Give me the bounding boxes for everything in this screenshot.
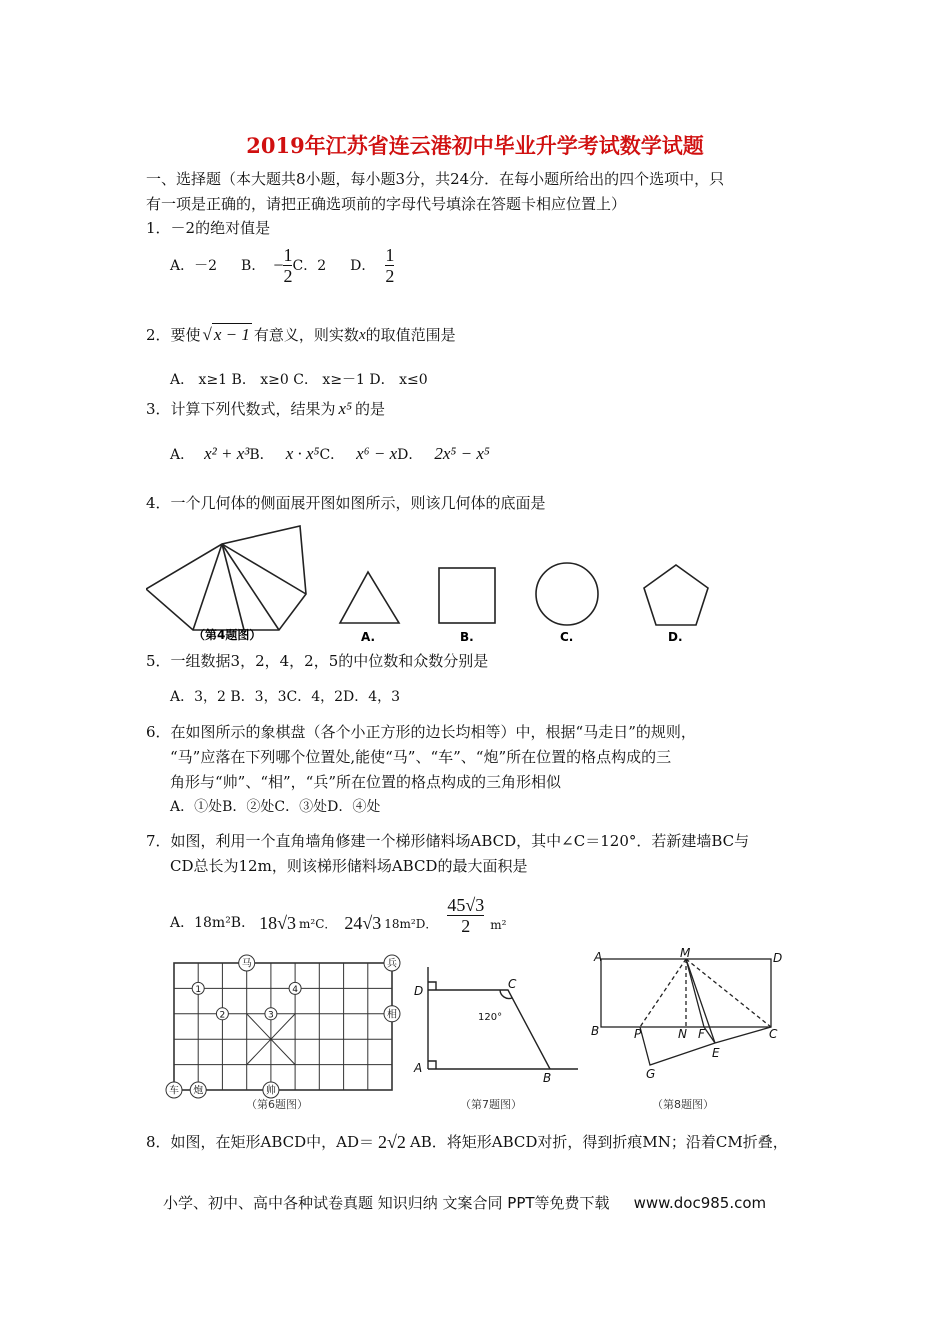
q4-square (439, 568, 495, 623)
q8-figure (591, 946, 782, 1110)
footer-text: 小学、初中、高中各种试卷真题 知识归纳 文案合同 PPT等免费下载 (163, 1194, 610, 1212)
q8-caption: （第8题图） (652, 1098, 714, 1110)
q7-option-b-unit: m²C． (299, 917, 337, 931)
q1-option-b-sign: − (273, 254, 284, 275)
q1-option-a: A．－2 (170, 258, 218, 274)
q6-line3: 角形与“帅”、“相”，“兵”所在位置的格点构成的三角形相似 (170, 773, 562, 791)
q4-figure (146, 520, 726, 645)
q3-option-c-label: C． (319, 447, 345, 463)
q8-stem-pre: 8．如图，在矩形ABCD中，AD＝ (146, 1133, 375, 1151)
q1-option-b-label: B． (241, 258, 266, 274)
q2-stem-post: 有意义，则实数 (253, 325, 359, 344)
q4-net (146, 526, 306, 630)
q7-d-numerator: 45√3 (447, 895, 485, 915)
q2-stem-pre: 2．要使 (146, 325, 201, 344)
q8-label-n: N (678, 1027, 687, 1041)
q7-option-a: A．18m²B． (170, 915, 256, 931)
q1-options (170, 240, 394, 290)
q3-option-d-expr: 2x⁵ − x⁵ (434, 444, 490, 463)
q1-option-d-label: D． (350, 258, 376, 274)
q8-label-p: P (634, 1027, 642, 1041)
q7-option-b-expr: 18√3 (259, 913, 296, 933)
q7-label-d: D (414, 984, 424, 998)
q4-stem: 4．一个几何体的侧面展开图如图所示，则该几何体的底面是 (146, 494, 546, 512)
q2-options: A． x≥1 B． x≥0 C． x≥－1 D． x≤0 (170, 372, 428, 388)
q7-line2: CD总长为12m，则该梯形储料场ABCD的最大面积是 (170, 857, 528, 875)
q3-option-a-expr: x² + x³ (204, 444, 250, 463)
q3-option-b-expr: x · x⁵ (285, 444, 320, 463)
q6-ma-label: 马 (241, 958, 252, 970)
q8-label-g: G (646, 1067, 656, 1081)
q3-stem-pre: 3．计算下列代数式，结果为 (146, 400, 336, 418)
q7-line1: 7．如图，利用一个直角墙角修建一个梯形储料场ABCD，其中∠C＝120°．若新建墙BC与 (146, 832, 750, 850)
q6-xiang-label: 相 (387, 1009, 397, 1021)
q5-stem: 5．一组数据3，2，4，2，5的中位数和众数分别是 (146, 652, 489, 670)
page-title: 2019年江苏省连云港初中毕业升学考试数学试题 (246, 133, 704, 158)
q8-label-c: C (769, 1027, 778, 1041)
q6-marker-3-label: 3 (268, 1010, 274, 1021)
q1-d-numerator: 1 (385, 244, 395, 265)
q3-option-a-label: A． (170, 447, 195, 463)
q8-stem (146, 1131, 788, 1153)
q8-label-d: D (773, 951, 783, 965)
q6-chessboard (166, 955, 400, 1110)
q8-label-m: M (680, 946, 691, 960)
q1-d-denominator: 2 (385, 265, 395, 286)
q6-pao-label: 炮 (193, 1085, 204, 1097)
q2-radicand: x − 1 (213, 325, 250, 344)
q7-figure (413, 967, 578, 1110)
q6-marker-2-label: 2 (219, 1010, 226, 1021)
q7-option-d-unit: m² (490, 918, 507, 932)
q8-expr: 2√2 (378, 1132, 406, 1152)
q6-bing-label: 兵 (387, 958, 397, 970)
q3-option-b-label: B． (249, 447, 274, 463)
q8-label-a: A (594, 950, 603, 964)
q6-che-label: 车 (169, 1085, 179, 1097)
q4-label-b: B. (460, 630, 474, 644)
q1-option-b-fraction (283, 245, 292, 286)
q2-variable: x (358, 326, 366, 343)
q6-marker-4-label: 4 (292, 985, 298, 995)
q1-option-d-fraction (385, 245, 394, 286)
q3-stem-post: 的是 (355, 400, 386, 418)
q6-line2: “马”应落在下列哪个位置处,能使“马”、“车”、“炮”所在位置的格点构成的三 (170, 748, 672, 766)
section-heading-line1: 一、选择题（本大题共8小题，每小题3分，共24分．在每小题所给出的四个选项中，只 (146, 170, 725, 188)
q2-stem-end: 的取值范围是 (365, 325, 456, 344)
q7-option-d-fraction (447, 895, 484, 936)
q5-options: A．3，2 B．3，3C．4，2D．4，3 (170, 689, 401, 705)
q1-option-c: C．2 (292, 258, 327, 274)
q2-stem (146, 323, 456, 346)
q7-angle-label: 120° (478, 1012, 503, 1023)
q7-label-a: A (414, 1061, 423, 1075)
q2-radical: √ x − 1 (202, 325, 250, 344)
q6-options: A．①处B．②处C．③处D．④处 (170, 799, 381, 815)
q8-label-b: B (591, 1024, 600, 1038)
q6-marker-1-label: 1 (195, 985, 202, 995)
q7-label-b: B (543, 1071, 552, 1085)
q1-b-denominator: 2 (283, 265, 293, 286)
q4-label-a: A. (361, 630, 376, 644)
q8-label-e: E (712, 1046, 720, 1060)
q3-stem (146, 398, 385, 420)
q4-caption: （第4题图） (193, 628, 262, 642)
q4-label-c: C. (560, 630, 574, 644)
figures-row (160, 945, 800, 1110)
q7-caption: （第7题图） (460, 1098, 522, 1110)
q7-option-c-expr: 24√3 (344, 913, 382, 933)
q4-triangle (340, 572, 399, 623)
q6-shuai-label: 帅 (265, 1085, 276, 1097)
q1-stem: 1．－2的绝对值是 (146, 219, 271, 237)
q4-label-d: D. (668, 630, 683, 644)
q3-option-d-label: D． (397, 447, 423, 463)
q6-grid (174, 963, 392, 1090)
q3-target-power: x⁵ (338, 399, 353, 418)
footer-url[interactable]: www.doc985.com (633, 1194, 767, 1212)
q3-options (170, 444, 490, 464)
q7-d-denominator: 2 (461, 916, 471, 936)
q3-option-c-expr: x⁶ − x (356, 444, 398, 463)
section-heading-line2: 有一项是正确的，请把正确选项前的字母代号填涂在答题卡相应位置上） (146, 195, 627, 213)
q4-pentagon (644, 565, 708, 625)
q6-caption: （第6题图） (246, 1098, 308, 1110)
q7-option-c-unit: 18m²D． (384, 917, 438, 931)
footer (163, 1192, 766, 1213)
q7-label-c: C (508, 977, 517, 991)
q8-label-f: F (698, 1027, 705, 1041)
q1-b-numerator: 1 (283, 244, 293, 265)
q6-line1: 6．在如图所示的象棋盘（各个小正方形的边长均相等）中，根据“马走日”的规则， (146, 723, 696, 741)
q8-stem-post: AB．将矩形ABCD对折，得到折痕MN；沿着CM折叠， (409, 1133, 788, 1151)
q4-circle (536, 563, 598, 625)
q7-options (170, 876, 506, 936)
